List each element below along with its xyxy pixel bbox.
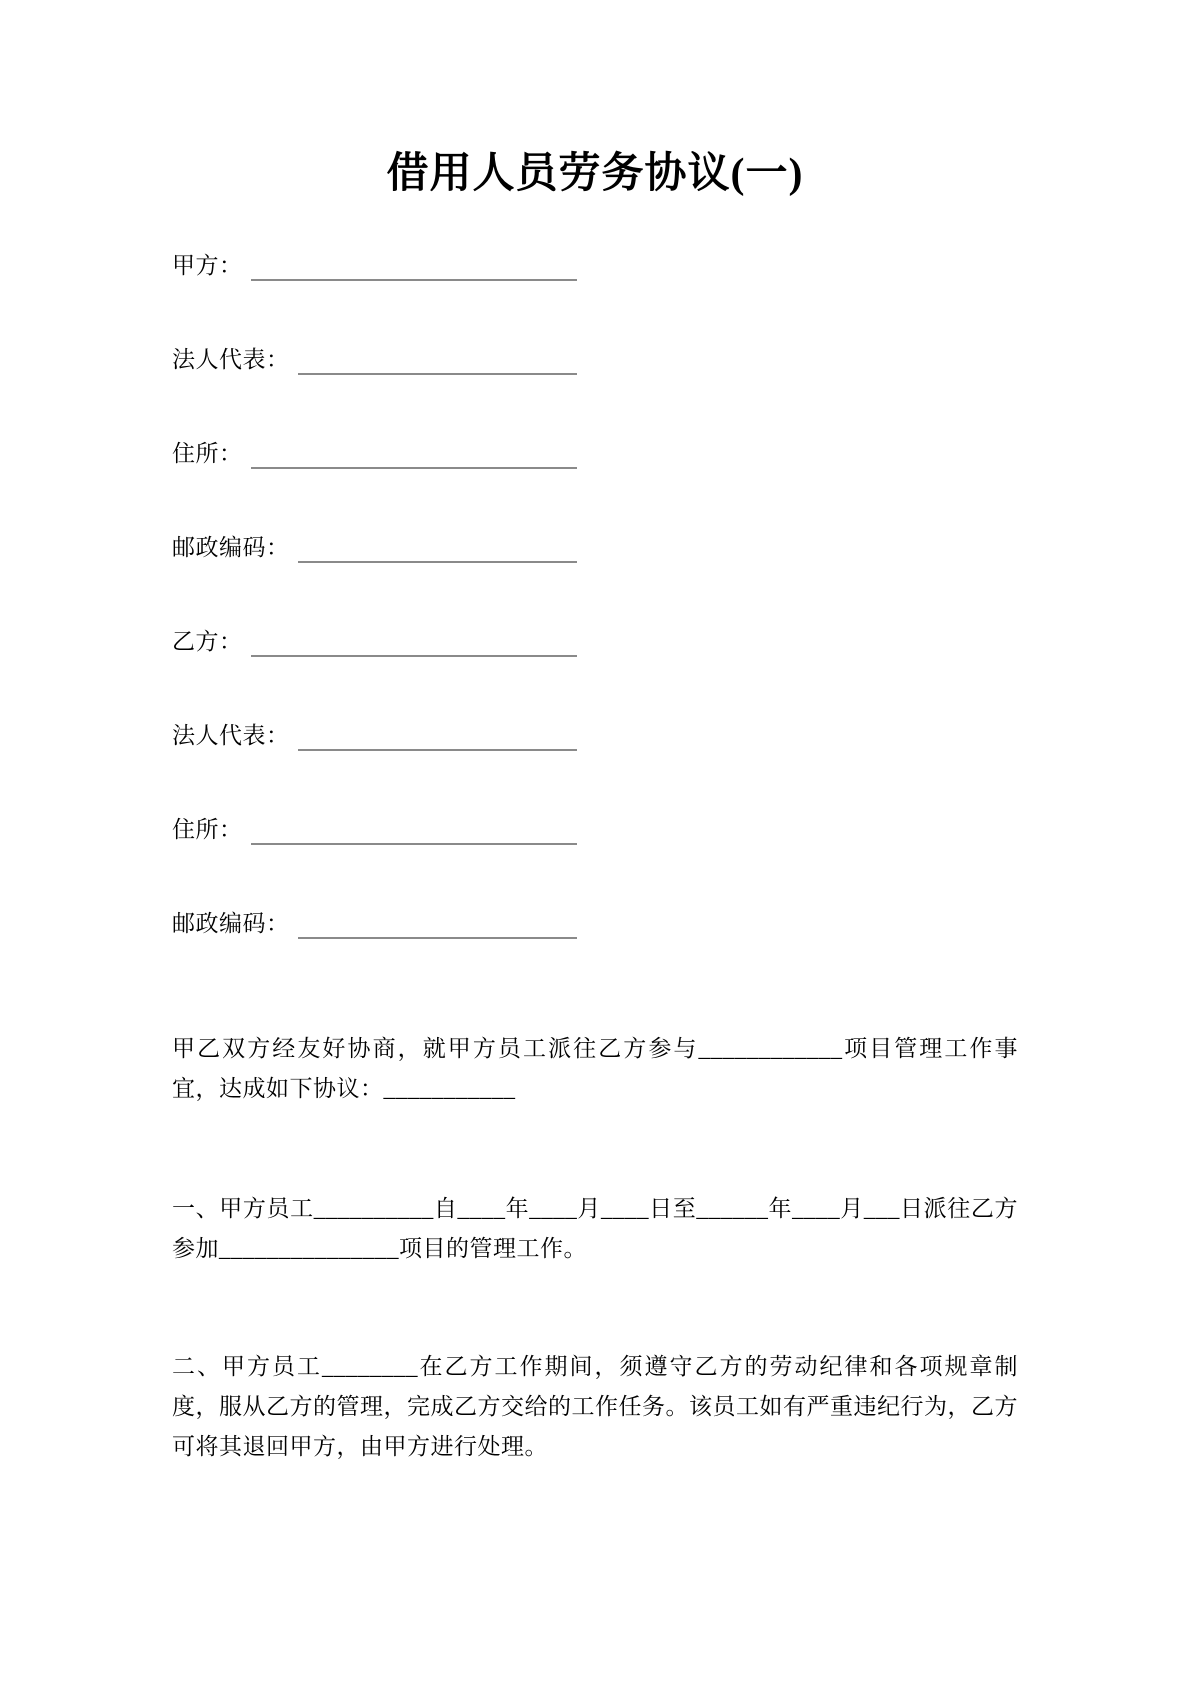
field-blank-party-b (251, 628, 578, 657)
field-row-legal-rep-a (172, 344, 577, 375)
clause-2-paragraph: 二、甲方员工________在乙方工作期间，须遵守乙方的劳动纪律和各项规章制度，服从乙方的管理，完成乙方交给的工作任务。该员工如有严重违纪行为，乙方可将其退回甲方，由甲方进行处理。 (172, 1354, 1018, 1459)
document-title: 借用人员劳务协议(一) (386, 151, 804, 197)
intro-paragraph: 甲乙双方经友好协商，就甲方员工派往乙方参与____________项目管理工作事宜，达成如下协议：___________ (172, 1036, 1018, 1101)
field-blank-address-a (251, 440, 578, 469)
field-blank-postal-code-a (298, 534, 578, 563)
field-blank-address-b (251, 816, 578, 845)
field-row-address-b (172, 814, 577, 845)
field-label-legal-rep-b: 法人代表： (172, 723, 290, 748)
field-blank-legal-rep-a (298, 346, 578, 375)
field-blank-postal-code-b (298, 910, 578, 939)
field-row-postal-code-b (172, 908, 577, 939)
field-blank-legal-rep-b (298, 722, 578, 751)
field-label-postal-code-b: 邮政编码： (172, 911, 290, 936)
field-label-postal-code-a: 邮政编码： (172, 535, 290, 560)
field-row-legal-rep-b (172, 720, 577, 751)
field-row-postal-code-a (172, 532, 577, 563)
field-label-address-b: 住所： (172, 817, 243, 842)
party-fields-section (172, 250, 1018, 939)
field-label-party-b: 乙方： (172, 629, 243, 654)
field-row-address-a (172, 438, 577, 469)
field-row-party-b (172, 626, 577, 657)
field-row-party-a (172, 250, 577, 281)
clause-1-paragraph: 一、甲方员工__________自____年____月____日至______年____月___日派往乙方参加_______________项目的管理工作。 (172, 1196, 1018, 1261)
field-blank-party-a (251, 252, 578, 281)
agreement-body (172, 1029, 1018, 1467)
field-label-legal-rep-a: 法人代表： (172, 347, 290, 372)
field-label-party-a: 甲方： (172, 253, 243, 278)
field-label-address-a: 住所： (172, 441, 243, 466)
